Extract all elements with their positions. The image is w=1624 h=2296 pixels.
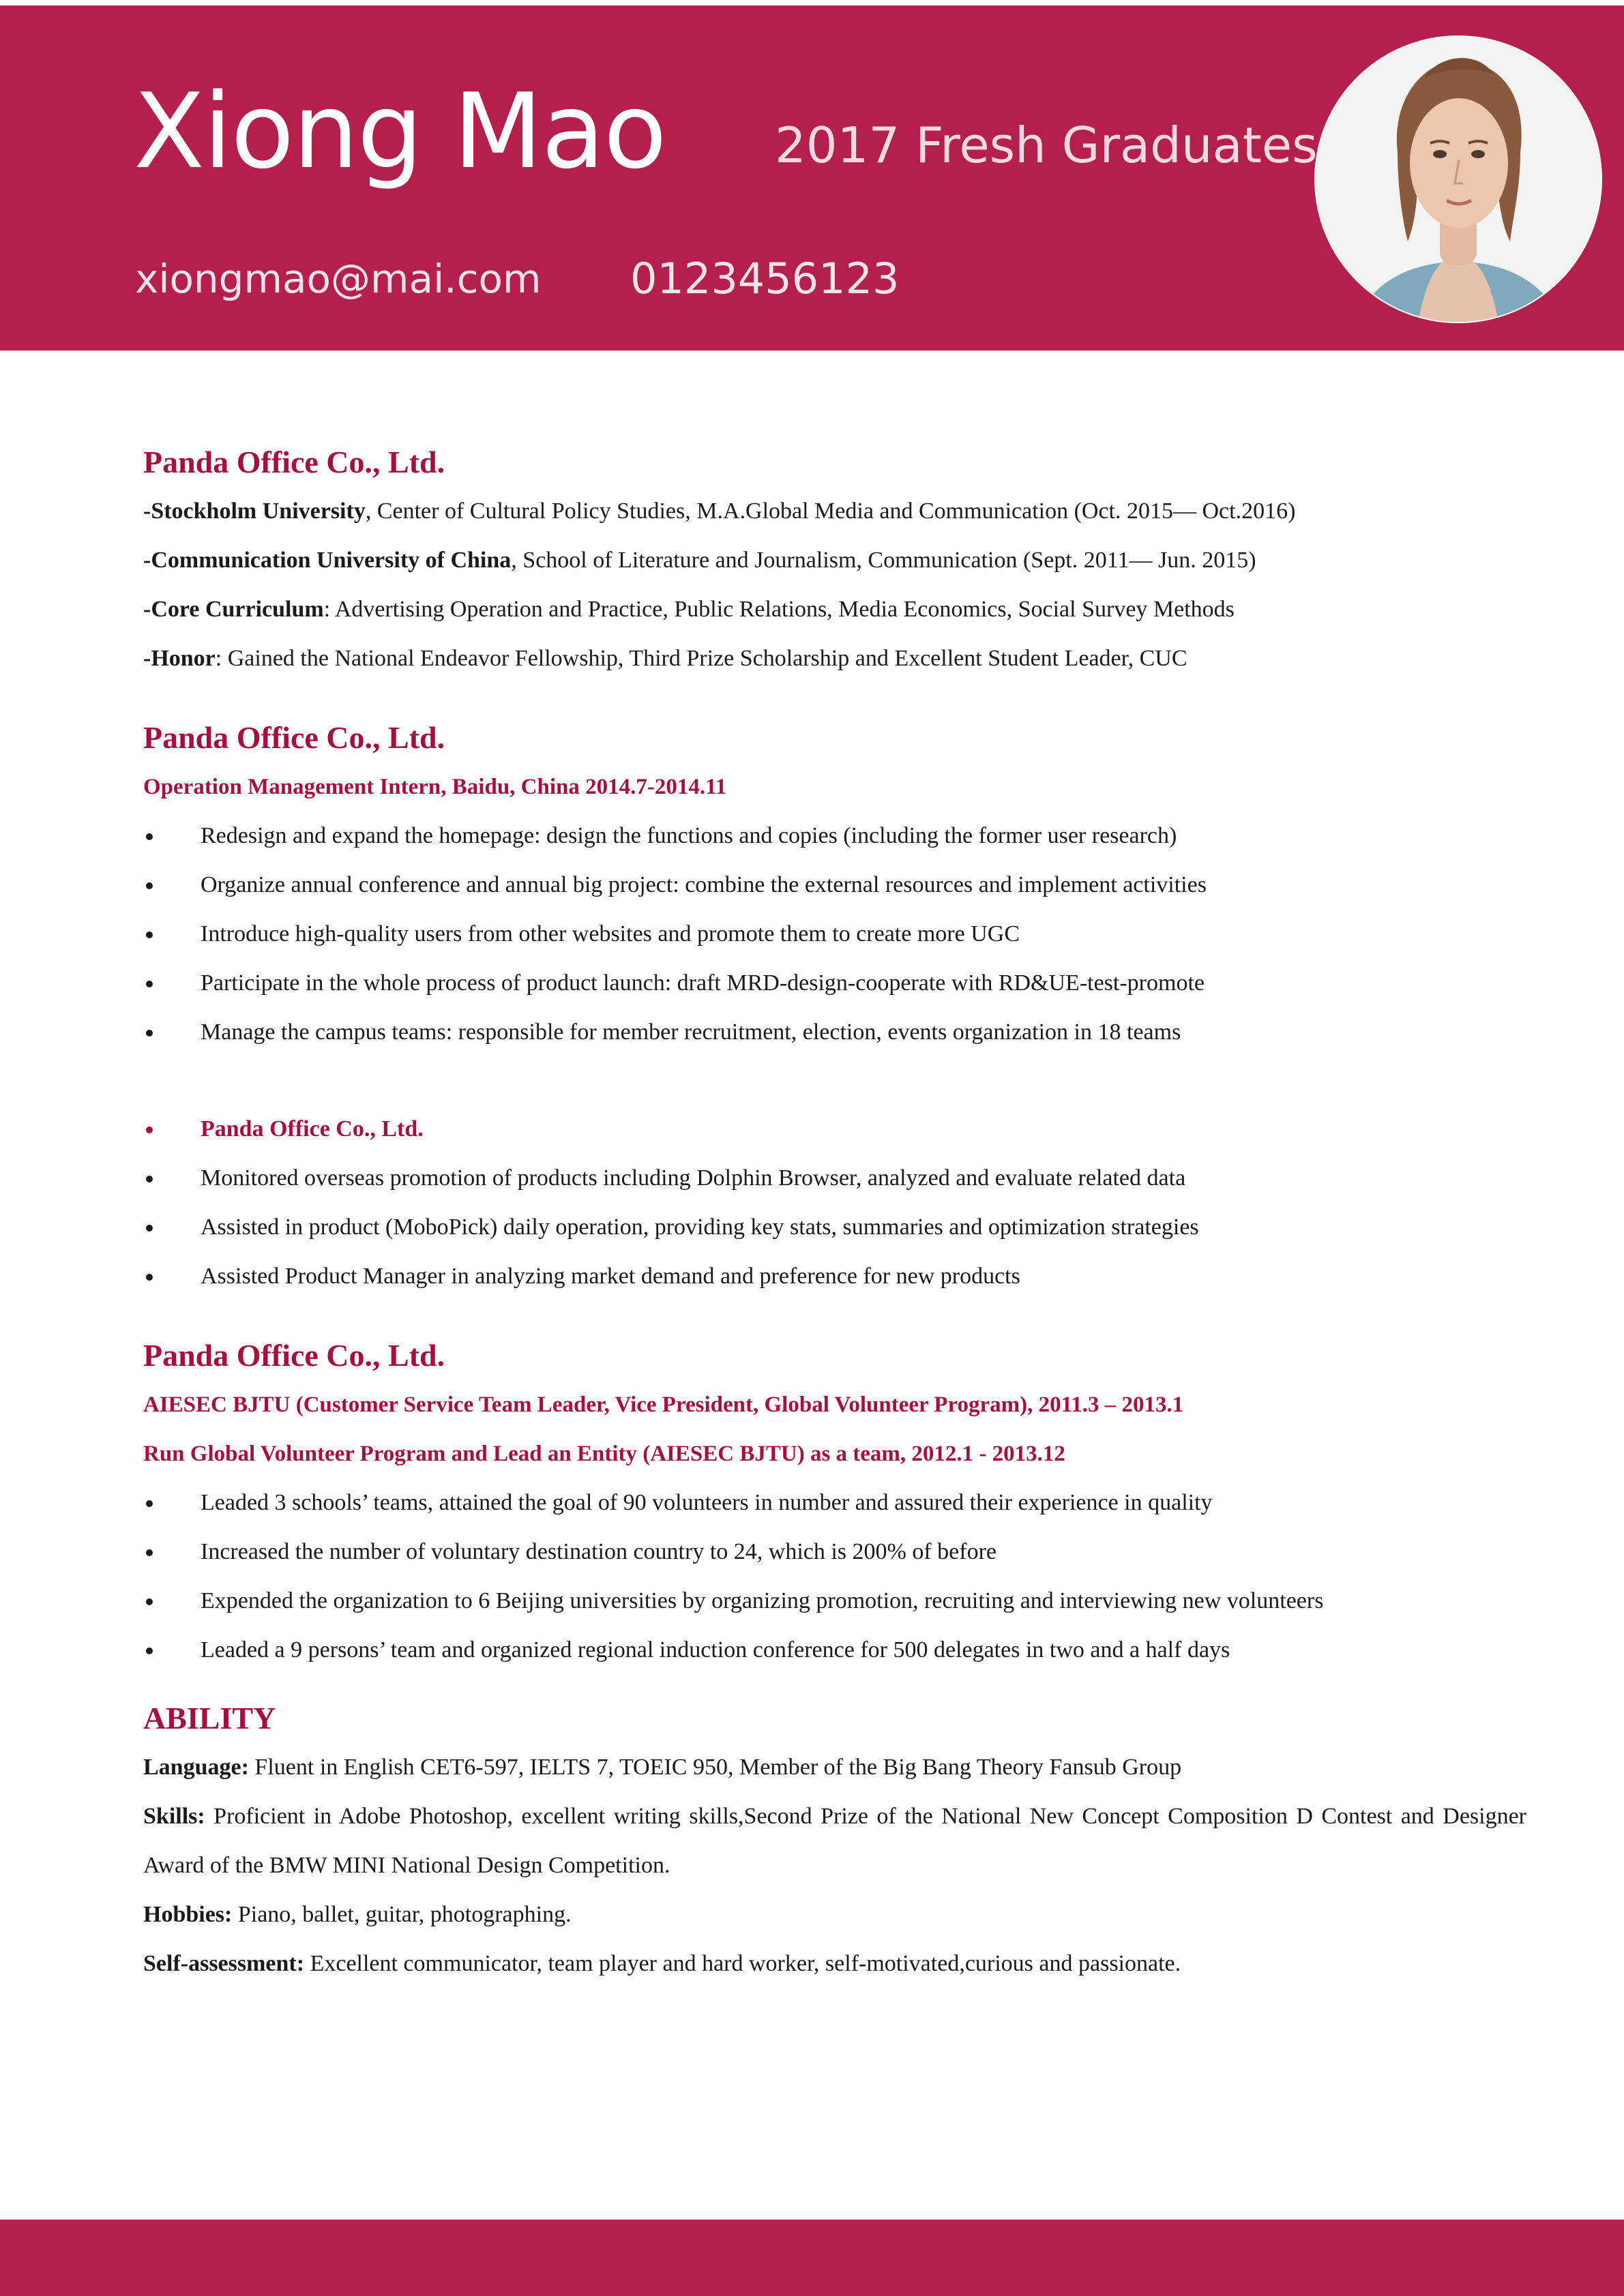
list-item: Leaded 3 schools’ teams, attained the goal of 90 volunteers in number and assured their experience in quality (143, 1478, 1528, 1527)
job-role: Operation Management Intern, Baidu, China 2014.7-2014.11 (143, 775, 727, 799)
list-item: Introduce high-quality users from other websites and promote them to create more UGC (143, 910, 1528, 959)
education-item: -Core Curriculum: Advertising Operation and Practice, Public Relations, Media Economics, Social Survey Methods (143, 597, 1235, 622)
footer-bar (0, 2220, 1624, 2296)
education-item: -Stockholm University, Center of Cultural Policy Studies, M.A.Global Media and Communication (Oct. 2015— Oct.2016) (143, 498, 1296, 524)
bullet-list (143, 811, 1528, 1057)
education-item: -Communication University of China, School of Literature and Journalism, Communication (Sept. 2011— Jun. 2015) (143, 548, 1256, 573)
ability-hobbies: Hobbies: Piano, ballet, guitar, photographing. (143, 1902, 572, 1927)
education-section (143, 443, 1528, 683)
bullet-list (143, 1105, 1528, 1301)
list-item: Monitored overseas promotion of products including Dolphin Browser, analyzed and evaluate related data (143, 1154, 1528, 1203)
list-item: Assisted in product (MoboPick) daily operation, providing key stats, summaries and optimization strategies (143, 1203, 1528, 1252)
list-item: Assisted Product Manager in analyzing market demand and preference for new products (143, 1252, 1528, 1301)
section-title: Panda Office Co., Ltd. (143, 720, 445, 755)
activity-role: AIESEC BJTU (Customer Service Team Leader, Vice President, Global Volunteer Program), 2011.3 – 2013.1 (143, 1392, 1184, 1417)
section-title: Panda Office Co., Ltd. (143, 1338, 445, 1373)
list-item: Participate in the whole process of product launch: draft MRD-design-cooperate with RD&UE-test-promote (143, 959, 1528, 1008)
email-address: xiongmao@mai.com (135, 256, 542, 302)
bullet-list (143, 1478, 1528, 1675)
activities-section (143, 1337, 1528, 1675)
education-item: -Honor: Gained the National Endeavor Fellowship, Third Prize Scholarship and Excellent Student Leader, CUC (143, 646, 1187, 671)
list-item: Increased the number of voluntary destination country to 24, which is 200% of before (143, 1527, 1528, 1577)
ability-self-assessment: Self-assessment: Excellent communicator, team player and hard worker, self-motivated,curious and passionate. (143, 1951, 1181, 1976)
ability-language: Language: Fluent in English CET6-597, IELTS 7, TOEIC 950, Member of the Big Bang Theory Fansub Group (143, 1755, 1182, 1780)
ability-skills: Skills: Proficient in Adobe Photoshop, excellent writing skills,Second Prize of the National New Concept Composition D Contest and Designer Award of the BMW MINI National Design Competition. (143, 1804, 1526, 1878)
profile-photo (1316, 37, 1601, 322)
phone-number: 0123456123 (630, 254, 900, 303)
section-title: Panda Office Co., Ltd. (143, 445, 445, 479)
candidate-subtitle: 2017 Fresh Graduates (775, 117, 1318, 174)
section-title: ABILITY (143, 1701, 276, 1735)
list-item: Manage the campus teams: responsible for member recruitment, election, events organization in 18 teams (143, 1008, 1528, 1057)
list-item: Expended the organization to 6 Beijing universities by organizing promotion, recruiting and interviewing new volunteers (143, 1577, 1528, 1626)
experience-section (143, 719, 1528, 1301)
list-item: Redesign and expand the homepage: design the functions and copies (including the former user research) (143, 811, 1528, 861)
list-item: Leaded a 9 persons’ team and organized regional induction conference for 500 delegates in two and a half days (143, 1626, 1528, 1675)
candidate-name: Xiong Mao (134, 71, 666, 192)
ability-section (143, 1699, 1528, 1988)
list-item: Organize annual conference and annual big project: combine the external resources and implement activities (143, 861, 1528, 910)
sub-heading: Panda Office Co., Ltd. (143, 1105, 1528, 1154)
activity-role: Run Global Volunteer Program and Lead an Entity (AIESEC BJTU) as a team, 2012.1 - 2013.12 (143, 1442, 1065, 1466)
resume-body (143, 443, 1528, 1988)
